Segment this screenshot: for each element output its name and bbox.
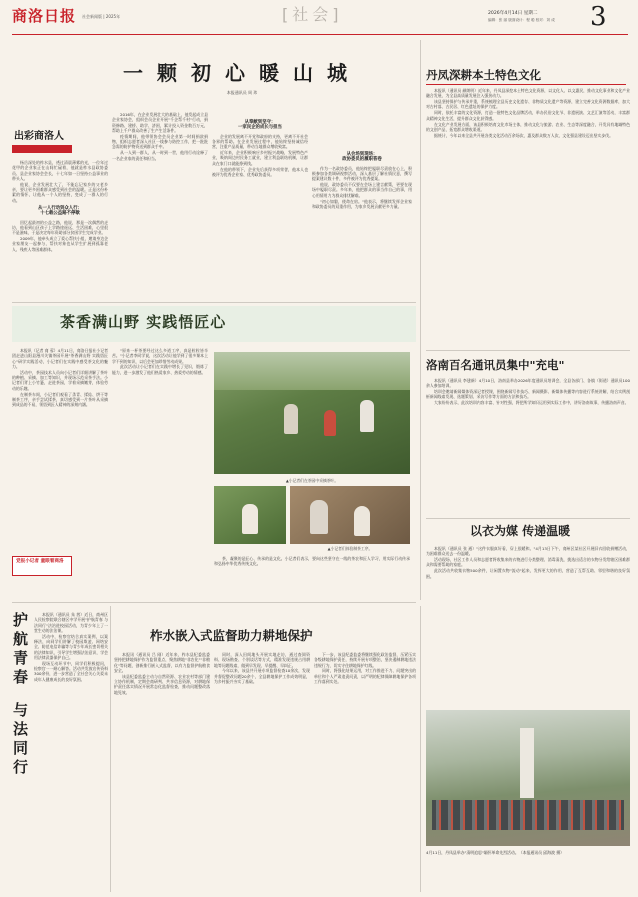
right-top-title: 丹凤深耕本土特色文化	[426, 68, 541, 82]
lead-byline: 本报通讯员 周 玮	[226, 90, 258, 95]
vertical-title-1: 护航青春	[11, 612, 29, 688]
paragraph: 他说，政协委员不仅要在会场上建言献策，更要在现场中履职尽责。多年来，他把群众的事当作自己的事，用心用情用力为群众排忧解难。	[312, 182, 412, 198]
paragraph: 该县坚持保护与传承并重，系统梳理全县历史文化遗存、非物质文化遗产等资源，建立完善文化资源数据库，加大对古村落、古民居、红色遗址的保护力度。	[426, 99, 630, 110]
lead-subhead-1	[12, 206, 108, 217]
lead-tag-text: 出彩商洛人	[14, 131, 64, 142]
tea-photo-2	[214, 486, 286, 544]
right-low-body	[426, 546, 630, 704]
paragraph: 本报讯（通讯员 张 通）"这件衣服真好看，穿上很暖和。"4月13日下午，商州区某社区开展旧衣回收捐赠活动，为困难群众送去一份温暖。	[426, 546, 630, 557]
issue-date: 2026年4月14日 星期二	[488, 11, 538, 16]
paragraph: "原来一杯茶要经过这么多道工序，真是粒粒皆辛苦。"小记者李同学说，这次活动让他学到了很多课本上学不到的知识，以后会更加珍惜劳动成果。	[112, 348, 208, 364]
paragraph: 培训会邀请新闻媒体资深记者授课，围绕新闻写作技巧、新闻摄影、新媒体传播等内容进行系统讲解，结合实例剖析新闻线索发现、选题策划、采访写作等方面的方法和技巧。	[426, 389, 630, 400]
paragraph: 回忆起最初的公益之路，他说，那是一次偶然的走访，他看到山区孩子上学路途遥远、生活困难，心里很不是滋味，于是决定每年资助部分贫困学生完成学业。	[12, 219, 108, 236]
paragraph: 该县纪委监委主动与自然资源、农业农村等部门建立协作机制，定期会商研判、共享信息资源，对耕地保护责任落实情况开展常态化监督检查，推动问题整改落地见效。	[114, 673, 210, 695]
lead-col-2	[112, 112, 208, 300]
photo-figure	[354, 506, 370, 536]
page-number: 3	[590, 2, 607, 32]
paragraph: 此次活动让小记者们在实践中增长了见识，锻炼了能力，进一步激发了他们热爱家乡、热爱劳动的情感。	[112, 364, 208, 375]
paragraph: 此次活动共收集衣物500余件，让闲置衣物"流动"起来，发挥更大的作用，营造了互帮互助、邻里和谐的良好氛围。	[426, 568, 630, 579]
bottom-left-body	[34, 612, 108, 892]
divider	[420, 606, 421, 892]
paragraph: 在他的带领下，企业先后获得多项荣誉，他本人也被评为优秀企业家、优秀政协委员。	[212, 166, 308, 177]
editor-credits: 编辑：张 丽 版面设计：程 聪 校对：刘 成	[488, 18, 555, 22]
tea-caption-2: ▲小记者们体验制茶工序。	[327, 546, 373, 551]
right-mid-body	[426, 378, 630, 514]
paragraph: 现场互动环节中，同学们积极提问，检察官一一耐心解答。活动共发放宣传资料300余份，进一步营造了全社会关心关爱未成年人健康成长的良好氛围。	[34, 660, 108, 682]
photo-figure	[360, 400, 374, 432]
lead-col-3	[212, 112, 308, 300]
lead-subhead-3	[312, 152, 412, 163]
paragraph: 据统计，今年以来全县共开展各类文化活动百余场次，惠及群众数万人次，文化强县建设迈出坚实步伐。	[434, 132, 613, 138]
masthead-rule	[12, 34, 628, 35]
right-mid-title: 洛南百名通讯员集中"充电"	[426, 358, 565, 372]
tea-col-3	[214, 556, 410, 598]
lead-title: 一颗初心暖山城	[123, 61, 361, 85]
paragraph: 活动现场，社区工作人员和志愿者将收集来的衣物进行分类整理、消毒清洗，挑选出适合的衣物分发给辖区困难群众和需要帮助的家庭。	[426, 557, 630, 568]
tea-title: 茶香满山野 实践悟匠心	[60, 313, 227, 331]
paragraph: 在文化产业发展方面，该县积极培育文化市场主体，推动文化与旅游、农业、生态等深度融合，开发具有地域特色的文创产品，拓宽群众增收渠道。	[426, 121, 630, 132]
paragraph: 下一步，该县纪委监委将继续强化政治监督，压紧压实各级耕地保护责任，持续开展专项整治，坚决遏制耕地违法违规行为，切实守住耕地保护红线。	[314, 652, 416, 668]
tea-photo-3	[290, 486, 410, 544]
photo-crowd	[432, 800, 624, 830]
paragraph: 近年来，企业积极响应乡村振兴战略，发展特色产业，吸纳周边村民务工就业，建立利益联结机制，让群众在家门口就能挣到钱。	[212, 150, 308, 166]
reporter-tag-text: 党报小记者 童眼看商洛	[16, 559, 64, 564]
paragraph: 同时，深入田间地头开展实地走访，通过查阅资料、现场勘查、个别谈话等方式，精准发现违规占用耕地等问题线索，做到早发现、早提醒、早纠正。	[214, 652, 310, 668]
tea-col-2	[112, 348, 208, 606]
lead-col-4	[312, 112, 412, 300]
tea-photo-1	[214, 352, 410, 474]
subhead-line: 十七载公益路不停歇	[40, 211, 80, 217]
right-low-title: 以衣为媒 传递温暖	[470, 524, 571, 538]
paragraph: 2009年，他牵头成立了爱心帮扶小组，邀请身边企业家朋友一起参与，帮扶对象也从学生扩展到孤寡老人、残疾人等困难群体。	[12, 236, 108, 252]
lead-tag	[12, 123, 62, 159]
paragraph: 本报讯（记者 商 蓉）4月11日，商洛日报社小记者团走进山阳县漫川关镇茶园开展"茶香满山野 实践悟匠心"研学实践活动，小记者们在实践中感受茶文化的魅力。	[12, 348, 108, 369]
paragraph: 企业的发展离不开党和政府的支持，更离不开社会各界的帮助。在企业发展过程中，他始终坚持诚信经营，注重产品质量，带动当地群众增收致富。	[212, 133, 308, 150]
subhead-line: 政协委员的履职答卷	[342, 157, 382, 163]
paragraph: 同时，依托丰富的文化资源，打造一批特色文化品牌活动，举办民俗文化节、非遗展演、文艺汇演等活动，丰富群众精神文化生活，提升群众文化获得感。	[426, 110, 630, 121]
paragraph: 从一人到一群人，从一时到一世，他用行动诠释了一名企业家的责任和担当。	[112, 150, 208, 161]
lead-subhead-2	[212, 120, 308, 131]
paragraph: 本报讯（通讯员 朱 茜）近日，商州区人民检察院联合辖区中学开展"护航青春 与法同行"法治进校园活动，为青少年上了一堂生动的法治课。	[34, 612, 108, 633]
paragraph: 疫情期间，他带领协会会员企业第一时间捐款捐物，组织志愿者深入社区一线参与防控工作，把一批批急需的防护物资送到群众手中。	[112, 133, 208, 150]
photo-figure	[324, 410, 336, 436]
photo-figure	[242, 504, 258, 534]
paragraph: 活动中，茶园技术人员向小记者们详细讲解了茶叶的种植、采摘、加工等知识，并现场示范采茶手法。小记者们背上小竹篓，走进茶园，学着采摘嫩芽，体验劳动的乐趣。	[12, 369, 108, 391]
paragraph: 本报讯（通讯员 李建新）4月10日，洛南县举办2026年度通讯员培训会，全县各部门、各镇（街道）通讯员100余人参加培训。	[426, 378, 630, 389]
subhead-line: 一家民企的成长与担当	[238, 125, 282, 131]
divider	[420, 40, 421, 600]
right-photo	[426, 710, 630, 846]
vertical-title-2: 与法同行	[11, 702, 29, 778]
paragraph: 本报讯（通讯员 颜朗明）近年来，丹凤县深挖本土特色文化资源，以文化人、以文惠民，推动文化事业和文化产业融合发展，为全县高质量发展注入强劲动力。	[426, 88, 630, 99]
divider	[12, 302, 416, 303]
tea-reporter-tag	[12, 556, 72, 576]
lead-tag-bar	[12, 145, 72, 153]
section-label: [社会]	[282, 5, 343, 24]
paragraph: 作为一名政协委员，他始终把履职尽责放在心上，积极参加各类调研视察活动，深入基层了解社情民意，撰写提案建议数十件，多件被评为优秀提案。	[312, 165, 412, 182]
paper-logo: 商洛日报	[12, 7, 77, 25]
paragraph: 在制茶车间，小记者们观看了杀青、揉捻、烘干等制茶工序，亲手尝试揉茶，真切感受到一片茶叶从采摘到成品的不易，领悟到匠人精神的深刻内涵。	[12, 391, 108, 408]
divider	[426, 350, 630, 351]
logo-sub: 社会新闻版 | 2025年	[82, 14, 121, 19]
photo-figure	[284, 404, 298, 434]
paragraph: 大家纷纷表示，此次培训内容丰富、针对性强，将把所学知识运用到实际工作中，讲好洛南故事，传播洛南声音。	[434, 400, 629, 406]
bottom-left-titles	[12, 612, 28, 892]
tea-caption-1: ▲小记者们在茶园中采摘茶叶。	[285, 478, 339, 483]
paragraph: 茶，凝聚的是匠心、传承的是文化。小记者们表示，要向这些坚守在一线的茶农和匠人学习，用实际行动传承和弘扬中华优秀传统文化。	[214, 556, 410, 567]
divider	[426, 518, 630, 519]
bottom-mid-title: 柞水嵌入式监督助力耕地保护	[150, 628, 313, 643]
paragraph: 2016年，在企业发展壮大的基础上，他发起成立县企业家协会，组织会员企业开展"千企帮千村"行动，捐资修路、建桥、助学、济困，累计投入资金数百万元，帮助上千户群众改善了生产生活条件。	[112, 112, 208, 133]
photo-figure	[310, 500, 328, 534]
paragraph: 同时，将强化结果运用，对工作推进不力、问题突出的单位和个人严肃追责问责，以严明的纪律保障耕地保护各项工作落到实处。	[314, 668, 416, 685]
photo-hill	[214, 352, 410, 390]
bottom-mid-col-1	[114, 652, 210, 892]
paragraph: 今年以来，该县共开展专项监督检查10余次，发现并督促整改问题20余个，全县耕地保护工作成效明显，为乡村振兴夯实了基础。	[214, 668, 310, 685]
right-top-body	[426, 88, 630, 342]
subhead-line: 从奉献到坚守：	[244, 120, 276, 125]
paragraph: 活动中，检察官结合真实案例，以案释法，向同学们讲解了校园欺凌、网络安全、防范电信诈骗等与青少年成长密切相关的法律知识，引导学生增强法治意识，学会用法律武器保护自己。	[34, 633, 108, 660]
subhead-line: 从会场到现场：	[346, 152, 378, 157]
divider	[12, 602, 416, 603]
bottom-mid-col-2	[214, 652, 310, 892]
bottom-mid-col-3	[314, 652, 416, 892]
subhead-line: 从一人行动到众人行：	[38, 205, 82, 211]
photo-monument	[520, 728, 534, 798]
paragraph: 他说，企业发展壮大了，不能忘记家乡的父老乡亲，要让更多困难群众感受到社会的温暖。正是这份朴素的情怀，让他从一个人的坚持，变成了一群人的行动。	[12, 181, 108, 203]
paragraph: 杨岳深处的柞水县，透过清晨薄雾的光，一位年过花甲的企业家正在山间忙碌着，他就是柞水县政协委员、县企业家协会会长，十七年如一日坚持公益事业的带头人。	[12, 160, 108, 181]
right-photo-caption: 4月11日，丹凤县举办"清明追思"缅怀革命先烈活动。（本报通讯员 邱海波 摄）	[426, 850, 564, 855]
paragraph: 本报讯（通讯员 吕 刚）近年来，柞水县纪委监委坚持把耕地保护作为监督重点，聚焦耕地"非农化""非粮化"等问题，创新推行嵌入式监督，以有力监督护航粮食安全。	[114, 652, 210, 673]
title-rule	[426, 84, 626, 85]
paragraph: "初心如磐，使命在肩。"他表示，将继续发挥企业家和政协委员的双重作用，为家乡发展贡献更多力量。	[312, 198, 412, 209]
divider	[110, 606, 111, 892]
